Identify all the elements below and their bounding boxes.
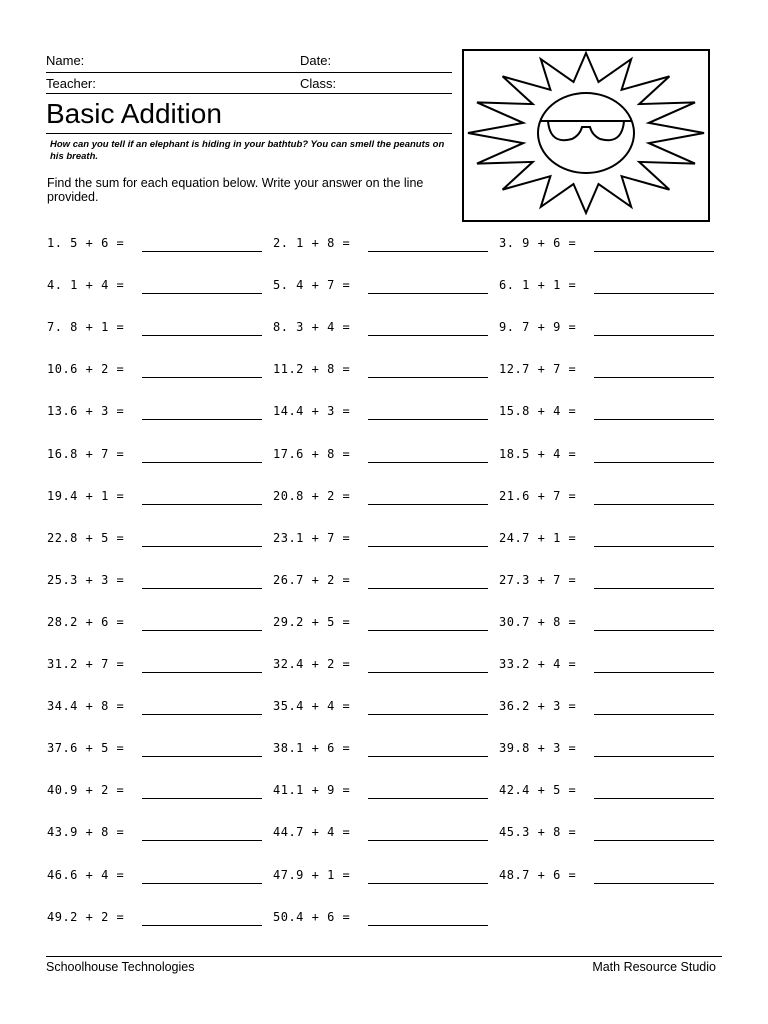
answer-line[interactable] bbox=[594, 293, 714, 294]
answer-line[interactable] bbox=[142, 293, 262, 294]
problem-item bbox=[499, 698, 719, 718]
problem-item bbox=[273, 656, 493, 676]
answer-line[interactable] bbox=[594, 630, 714, 631]
answer-line[interactable] bbox=[368, 377, 488, 378]
problem-equation: 37.6 + 5 = bbox=[47, 741, 125, 755]
footer-left: Schoolhouse Technologies bbox=[46, 960, 195, 974]
problem-item bbox=[47, 824, 267, 844]
problem-equation: 11.2 + 8 = bbox=[273, 362, 351, 376]
answer-line[interactable] bbox=[142, 335, 262, 336]
answer-line[interactable] bbox=[142, 756, 262, 757]
answer-line[interactable] bbox=[594, 504, 714, 505]
problem-item bbox=[499, 319, 719, 339]
answer-line[interactable] bbox=[142, 672, 262, 673]
answer-line[interactable] bbox=[368, 756, 488, 757]
problem-item bbox=[273, 277, 493, 297]
answer-line[interactable] bbox=[368, 419, 488, 420]
teacher-label: Teacher: bbox=[46, 76, 96, 91]
problem-item bbox=[273, 446, 493, 466]
answer-line[interactable] bbox=[594, 462, 714, 463]
footer-right: Math Resource Studio bbox=[592, 960, 716, 974]
problem-equation: 18.5 + 4 = bbox=[499, 447, 577, 461]
problem-item bbox=[499, 446, 719, 466]
problem-equation: 28.2 + 6 = bbox=[47, 615, 125, 629]
problem-equation: 32.4 + 2 = bbox=[273, 657, 351, 671]
problem-equation: 50.4 + 6 = bbox=[273, 910, 351, 924]
joke-text: How can you tell if an elephant is hiding in your bathtub? You can smell the peanuts on his breath. bbox=[50, 139, 445, 162]
problem-equation: 10.6 + 2 = bbox=[47, 362, 125, 376]
problem-equation: 33.2 + 4 = bbox=[499, 657, 577, 671]
problem-equation: 42.4 + 5 = bbox=[499, 783, 577, 797]
problem-equation: 47.9 + 1 = bbox=[273, 868, 351, 882]
answer-line[interactable] bbox=[368, 546, 488, 547]
problem-equation: 41.1 + 9 = bbox=[273, 783, 351, 797]
date-label: Date: bbox=[300, 53, 332, 68]
problem-equation: 36.2 + 3 = bbox=[499, 699, 577, 713]
answer-line[interactable] bbox=[142, 419, 262, 420]
problem-item bbox=[499, 824, 719, 844]
answer-line[interactable] bbox=[368, 883, 488, 884]
problem-equation: 5. 4 + 7 = bbox=[273, 278, 351, 292]
problem-equation: 15.8 + 4 = bbox=[499, 404, 577, 418]
problem-item bbox=[273, 740, 493, 760]
problem-item bbox=[499, 235, 719, 255]
problem-item bbox=[499, 572, 719, 592]
name-label: Name: bbox=[46, 53, 85, 68]
problem-item bbox=[273, 867, 493, 887]
answer-line[interactable] bbox=[594, 335, 714, 336]
problem-equation: 40.9 + 2 = bbox=[47, 783, 125, 797]
problem-equation: 2. 1 + 8 = bbox=[273, 236, 351, 250]
problem-item bbox=[47, 403, 267, 423]
answer-line[interactable] bbox=[594, 756, 714, 757]
problem-equation: 23.1 + 7 = bbox=[273, 531, 351, 545]
problem-item bbox=[499, 867, 719, 887]
problem-equation: 8. 3 + 4 = bbox=[273, 320, 351, 334]
answer-line[interactable] bbox=[142, 546, 262, 547]
problem-item bbox=[47, 277, 267, 297]
problem-equation: 14.4 + 3 = bbox=[273, 404, 351, 418]
answer-line[interactable] bbox=[368, 925, 488, 926]
answer-line[interactable] bbox=[594, 672, 714, 673]
problem-item bbox=[47, 656, 267, 676]
problem-item bbox=[273, 572, 493, 592]
problem-equation: 25.3 + 3 = bbox=[47, 573, 125, 587]
answer-line[interactable] bbox=[142, 883, 262, 884]
problem-item bbox=[47, 614, 267, 634]
problem-item bbox=[273, 403, 493, 423]
problem-equation: 38.1 + 6 = bbox=[273, 741, 351, 755]
problem-equation: 21.6 + 7 = bbox=[499, 489, 577, 503]
answer-line[interactable] bbox=[142, 462, 262, 463]
problem-equation: 30.7 + 8 = bbox=[499, 615, 577, 629]
problem-equation: 24.7 + 1 = bbox=[499, 531, 577, 545]
problem-item bbox=[273, 235, 493, 255]
answer-line[interactable] bbox=[594, 588, 714, 589]
answer-line[interactable] bbox=[594, 419, 714, 420]
footer-rule bbox=[46, 956, 722, 957]
problem-item bbox=[273, 909, 493, 929]
problem-equation: 17.6 + 8 = bbox=[273, 447, 351, 461]
problem-item bbox=[499, 361, 719, 381]
answer-line[interactable] bbox=[368, 714, 488, 715]
problem-equation: 34.4 + 8 = bbox=[47, 699, 125, 713]
problem-equation: 3. 9 + 6 = bbox=[499, 236, 577, 250]
problem-equation: 20.8 + 2 = bbox=[273, 489, 351, 503]
answer-line[interactable] bbox=[142, 840, 262, 841]
problem-equation: 27.3 + 7 = bbox=[499, 573, 577, 587]
problem-item bbox=[273, 319, 493, 339]
problem-equation: 26.7 + 2 = bbox=[273, 573, 351, 587]
problem-item bbox=[273, 361, 493, 381]
problem-item bbox=[273, 530, 493, 550]
problem-item bbox=[47, 740, 267, 760]
answer-line[interactable] bbox=[368, 672, 488, 673]
problem-item bbox=[499, 403, 719, 423]
answer-line[interactable] bbox=[594, 377, 714, 378]
problem-equation: 48.7 + 6 = bbox=[499, 868, 577, 882]
answer-line[interactable] bbox=[368, 462, 488, 463]
problem-item bbox=[499, 614, 719, 634]
problem-equation: 9. 7 + 9 = bbox=[499, 320, 577, 334]
answer-line[interactable] bbox=[368, 840, 488, 841]
problem-item bbox=[499, 782, 719, 802]
answer-line[interactable] bbox=[142, 588, 262, 589]
problem-item bbox=[47, 361, 267, 381]
problem-item bbox=[499, 656, 719, 676]
answer-line[interactable] bbox=[594, 251, 714, 252]
problem-item bbox=[47, 909, 267, 929]
answer-line[interactable] bbox=[368, 251, 488, 252]
problem-item bbox=[499, 740, 719, 760]
problem-equation: 45.3 + 8 = bbox=[499, 825, 577, 839]
problem-equation: 12.7 + 7 = bbox=[499, 362, 577, 376]
problem-item bbox=[273, 488, 493, 508]
problem-item bbox=[273, 614, 493, 634]
problem-item bbox=[499, 277, 719, 297]
problem-equation: 1. 5 + 6 = bbox=[47, 236, 125, 250]
answer-line[interactable] bbox=[368, 630, 488, 631]
problem-equation: 13.6 + 3 = bbox=[47, 404, 125, 418]
problem-equation: 39.8 + 3 = bbox=[499, 741, 577, 755]
answer-line[interactable] bbox=[368, 798, 488, 799]
problem-item bbox=[499, 530, 719, 550]
problem-equation: 7. 8 + 1 = bbox=[47, 320, 125, 334]
answer-line[interactable] bbox=[142, 925, 262, 926]
problem-equation: 35.4 + 4 = bbox=[273, 699, 351, 713]
problem-item bbox=[47, 530, 267, 550]
problem-equation: 19.4 + 1 = bbox=[47, 489, 125, 503]
problem-equation: 6. 1 + 1 = bbox=[499, 278, 577, 292]
problem-equation: 31.2 + 7 = bbox=[47, 657, 125, 671]
answer-line[interactable] bbox=[368, 588, 488, 589]
answer-line[interactable] bbox=[594, 798, 714, 799]
answer-line[interactable] bbox=[142, 714, 262, 715]
problem-equation: 43.9 + 8 = bbox=[47, 825, 125, 839]
answer-line[interactable] bbox=[142, 630, 262, 631]
class-label: Class: bbox=[300, 76, 337, 91]
problem-item bbox=[47, 698, 267, 718]
problem-item bbox=[47, 235, 267, 255]
problem-item bbox=[273, 824, 493, 844]
problem-item bbox=[273, 782, 493, 802]
problem-item bbox=[499, 488, 719, 508]
page-title: Basic Addition bbox=[46, 98, 222, 129]
problem-item bbox=[47, 488, 267, 508]
answer-line[interactable] bbox=[594, 546, 714, 547]
problem-equation: 49.2 + 2 = bbox=[47, 910, 125, 924]
answer-line[interactable] bbox=[368, 335, 488, 336]
problem-item bbox=[47, 572, 267, 592]
problem-equation: 29.2 + 5 = bbox=[273, 615, 351, 629]
problem-equation: 46.6 + 4 = bbox=[47, 868, 125, 882]
problem-item bbox=[47, 782, 267, 802]
problem-equation: 44.7 + 4 = bbox=[273, 825, 351, 839]
answer-line[interactable] bbox=[594, 714, 714, 715]
instructions-text: Find the sum for each equation below. Write your answer on the line provided. bbox=[47, 176, 424, 204]
answer-line[interactable] bbox=[142, 504, 262, 505]
answer-line[interactable] bbox=[142, 798, 262, 799]
answer-line[interactable] bbox=[142, 377, 262, 378]
problem-item bbox=[47, 446, 267, 466]
problem-equation: 22.8 + 5 = bbox=[47, 531, 125, 545]
problem-equation: 16.8 + 7 = bbox=[47, 447, 125, 461]
answer-line[interactable] bbox=[142, 251, 262, 252]
answer-line[interactable] bbox=[594, 840, 714, 841]
problem-item bbox=[47, 867, 267, 887]
answer-line[interactable] bbox=[368, 293, 488, 294]
answer-line[interactable] bbox=[368, 504, 488, 505]
problem-equation: 4. 1 + 4 = bbox=[47, 278, 125, 292]
problem-item bbox=[47, 319, 267, 339]
problem-item bbox=[273, 698, 493, 718]
answer-line[interactable] bbox=[594, 883, 714, 884]
